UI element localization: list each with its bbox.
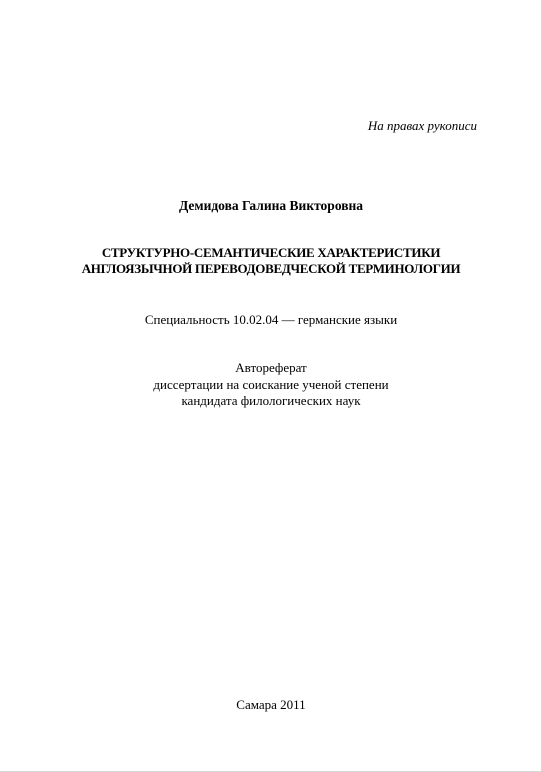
abstract-description [0,360,542,410]
abstract-line-3: кандидата филологических наук [181,393,361,408]
author-name: Демидова Галина Викторовна [178,198,364,213]
specialty-line: Специальность 10.02.04 — германские языки [144,312,398,327]
abstract-line-1: Автореферат [235,360,307,375]
title-line-1: СТРУКТУРНО-СЕМАНТИЧЕСКИЕ ХАРАКТЕРИСТИКИ [101,245,441,260]
abstract-line-2: диссертации на соискание ученой степени [153,376,389,392]
dissertation-title [0,245,542,277]
manuscript-note: На правах рукописи [367,118,477,133]
title-line-2: АНГЛОЯЗЫЧНОЙ ПЕРЕВОДОВЕДЧЕСКОЙ ТЕРМИНОЛОГИИ [81,261,461,276]
place-year: Самара 2011 [236,697,306,712]
